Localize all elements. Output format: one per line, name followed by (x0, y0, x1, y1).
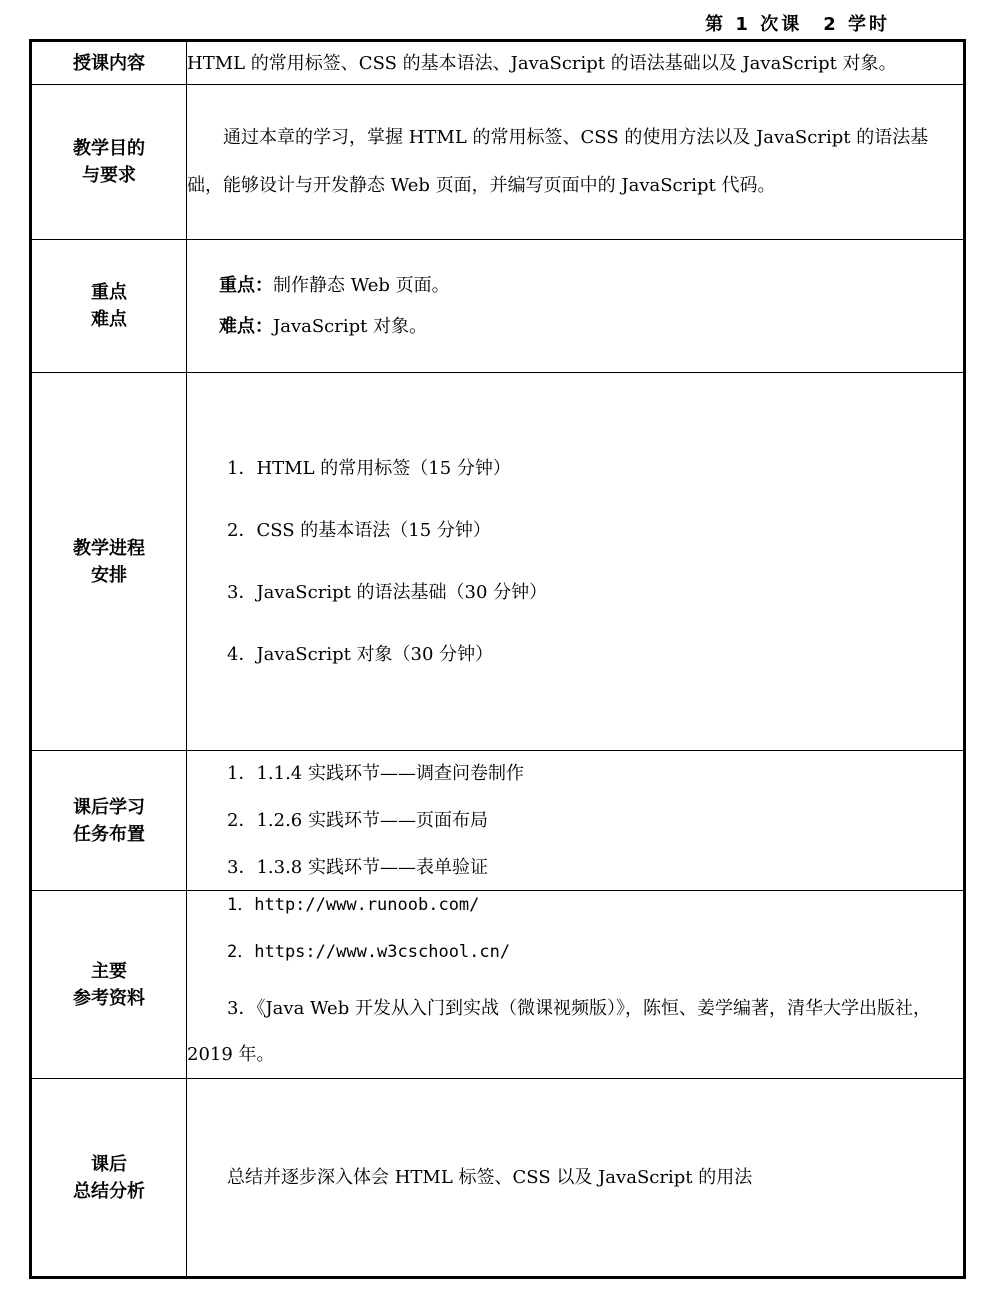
label-text: 授课内容 (73, 52, 145, 74)
reference-book: 3．《Java Web 开发从入门到实战（微课视频版）》，陈恒、姜学编著，清华大学出版社，2019 年。 (187, 997, 931, 1065)
row-teaching-goals (31, 85, 965, 240)
summary-cell (187, 1079, 965, 1278)
key-point-label: 重点： (219, 275, 273, 296)
schedule-item: 3．JavaScript 的语法基础（30 分钟） (227, 582, 548, 603)
row-references (31, 891, 965, 1079)
label-line-2: 总结分析 (73, 1180, 145, 1202)
reference-link[interactable]: 2．https://www.w3cschool.cn/ (227, 941, 511, 962)
label-line-1: 课后 (91, 1153, 127, 1175)
label-teaching-content (31, 41, 187, 85)
schedule-item: 2．CSS 的基本语法（15 分钟） (227, 520, 491, 541)
label-key-points (31, 240, 187, 373)
summary-text: 总结并逐步深入体会 HTML 标签、CSS 以及 JavaScript 的用法 (227, 1167, 753, 1188)
schedule-cell (187, 373, 965, 751)
teaching-goals-cell (187, 85, 965, 240)
schedule-item: 4．JavaScript 对象（30 分钟） (227, 644, 494, 665)
key-point-text: 制作静态 Web 页面。 (273, 275, 450, 296)
label-line-2: 安排 (91, 564, 127, 586)
label-references (31, 891, 187, 1079)
key-point-line (219, 272, 963, 299)
label-line-1: 课后学习 (73, 796, 145, 818)
key-points-cell (187, 240, 965, 373)
teaching-content-text: HTML 的常用标签、CSS 的基本语法、JavaScript 的语法基础以及 JavaScript 对象。 (187, 41, 965, 85)
row-summary (31, 1079, 965, 1278)
label-line-1: 教学目的 (73, 138, 145, 159)
difficult-point-label: 难点： (219, 316, 273, 337)
difficult-point-line (219, 313, 963, 340)
references-cell (187, 891, 965, 1079)
label-homework (31, 751, 187, 891)
label-summary (31, 1079, 187, 1278)
label-line-2: 任务布置 (73, 823, 145, 845)
label-schedule (31, 373, 187, 751)
homework-item: 1．1.1.4 实践环节——调查问卷制作 (227, 763, 524, 784)
schedule-item: 1．HTML 的常用标签（15 分钟） (227, 458, 511, 479)
label-teaching-goals (31, 85, 187, 240)
label-line-2: 与要求 (82, 165, 136, 186)
row-schedule (31, 373, 965, 751)
lesson-plan-table (29, 39, 966, 1279)
homework-item: 3．1.3.8 实践环节——表单验证 (227, 857, 488, 878)
session-header: 第 1 次课 2 学时 (705, 14, 890, 35)
label-line-1: 教学进程 (73, 537, 145, 559)
row-key-points (31, 240, 965, 373)
homework-item: 2．1.2.6 实践环节——页面布局 (227, 810, 488, 831)
reference-link[interactable]: 1．http://www.runoob.com/ (227, 894, 480, 915)
teaching-goals-text: 通过本章的学习，掌握 HTML 的常用标签、CSS 的使用方法以及 JavaScript 的语法基础，能够设计与开发静态 Web 页面，并编写页面中的 JavaScript 代码。 (187, 127, 929, 196)
label-line-1: 主要 (91, 960, 127, 982)
difficult-point-text: JavaScript 对象。 (273, 316, 428, 337)
label-line-2: 参考资料 (73, 987, 145, 1009)
row-homework (31, 751, 965, 891)
row-teaching-content (31, 41, 965, 85)
label-line-1: 重点 (91, 282, 127, 303)
homework-cell (187, 751, 965, 891)
label-line-2: 难点 (91, 309, 127, 330)
